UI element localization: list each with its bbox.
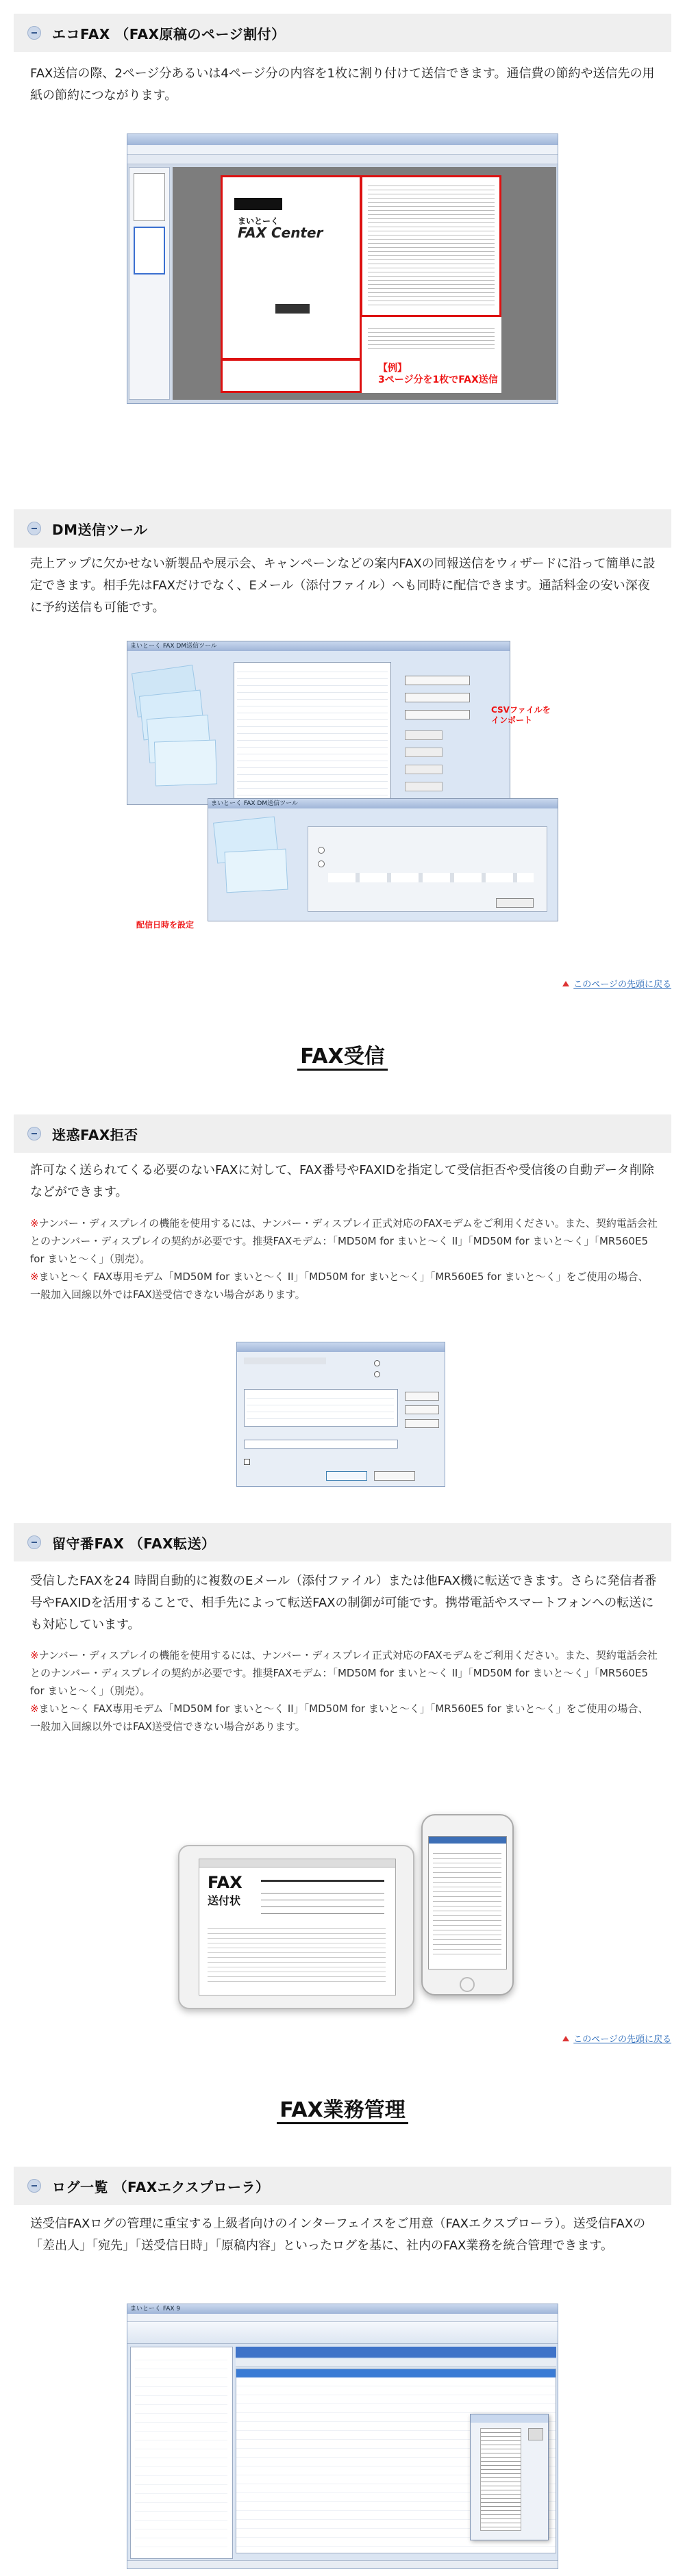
section-header-log [14,2167,671,2205]
notes-block [30,1646,658,1735]
section-title: 迷惑FAX拒否 [52,1126,138,1143]
heading-text: FAX受信 [297,1045,387,1071]
section-body: 送受信FAXログの管理に重宝する上級者向けのインターフェイスをご用意（FAXエクスプローラ）。送受信FAXの「差出人」「宛先」「送受信日時」「原稿内容」といったログを基に、社内のFAX業務を統合管理できます。 [30,2217,646,2253]
section-bullet-icon [27,26,41,40]
back-to-top-label: このページの先頭に戻る [573,980,671,990]
note-text: ナンバー・ディスプレイの機能を使用するには、ナンバー・ディスプレイ正式対応のFAXモデムをご利用ください。また、契約電話会社とのナンバー・ディスプレイの契約が必要です。推奨FAXモデム：「MD50M for まいと～く II」「MD50M for まいと～く」「MR560E5 for まいと～く」（別売）。 [30,1649,658,1697]
note-line: ※まいと～く FAX専用モデム「MD50M for まいと～く II」「MD50M for まいと～く」「MR560E5 for まいと～く」をご使用の場合、一般加入回線以外ではFAX送受信できない場合があります。 [30,1271,649,1301]
section-body: 売上アップに欠かせない新製品や展示会、キャンペーンなどの案内FAXの同報送信をウィザードに沿って簡単に設定できます。相手先はFAXだけでなく、Eメール（添付ファイル）へも同時に配信できます。通話料金の安い深夜に予約送信も可能です。 [30,557,656,615]
section-title: ログ一覧 （FAXエクスプローラ） [52,2178,270,2195]
section-bullet-icon [27,1127,41,1140]
section-title: エコFAX （FAX原稿のページ割付） [52,25,286,42]
heading-fax-receive [0,1039,685,1069]
section-bullet-icon [27,2179,41,2193]
window-title: まいとーく FAX 9 [127,2304,558,2314]
section-body: 受信したFAXを24 時間自動的に複数のEメール（添付ファイル）または他FAX機に転送できます。さらに発信者番号やFAXIDを活用することで、相手先によって転送FAXの制御が可能です。携帯電話やスマートフォンへの転送にも対応しています。 [30,1574,657,1632]
back-to-top-label: このページの先頭に戻る [573,2035,671,2045]
heading-text: FAX業務管理 [277,2098,408,2124]
section-header-reject [14,1114,671,1153]
note-line: ※まいと～く FAX専用モデム「MD50M for まいと～く II」「MD50M for まいと～く」「MR560E5 for まいと～く」をご使用の場合、一般加入回線以外ではFAX送受信できない場合があります。 [30,1703,649,1733]
note-line: ※ナンバー・ディスプレイの機能を使用するには、ナンバー・ディスプレイ正式対応のFAXモデムをご利用ください。また、契約電話会社とのナンバー・ディスプレイの契約が必要です。推奨FAXモデム：「MD50M for まいと～く II」「MD50M for まいと～く」「MR560E5 for まいと～く」（別売）。 [30,1649,658,1697]
tablet-fax-title: FAX [208,1873,242,1892]
section-title: 留守番FAX （FAX転送） [52,1535,216,1552]
window-title: まいとーく FAX DM送信ツール [127,641,510,651]
section-body: FAX送信の際、2ページ分あるいは4ページ分の内容を1枚に割り付けて送信できます。通信費の節約や送信先の用紙の節約につながります。 [30,66,655,103]
note-text: ナンバー・ディスプレイの機能を使用するには、ナンバー・ディスプレイ正式対応のFAXモデムをご利用ください。また、契約電話会社とのナンバー・ディスプレイの契約が必要です。推奨FAXモデム：「MD50M for まいと～く II」「MD50M for まいと～く」「MR560E5 for まいと～く」（別売）。 [30,1217,658,1265]
schedule-callout: 配信日時を設定 [136,920,195,930]
fax-explorer-screenshot [127,2304,558,2569]
forward-devices-image [178,1814,514,2009]
window-title: まいとーく FAX DM送信ツール [208,799,558,808]
csv-callout: CSVファイルを インポート [491,705,551,725]
reject-dialog-screenshot [236,1342,445,1487]
back-to-top-link[interactable] [562,2032,671,2045]
notes-block [30,1214,658,1303]
section-title: DM送信ツール [52,521,148,538]
dm-screenshot [127,641,558,928]
arrow-up-icon [562,2036,569,2041]
ecofax-callout-line1: 【例】 [378,363,407,374]
note-text: まいと～く FAX専用モデム「MD50M for まいと～く II」「MD50M for まいと～く」「MR560E5 for まいと～く」をご使用の場合、一般加入回線以外ではFAX送受信できない場合があります。 [30,1271,649,1301]
section-bullet-icon [27,1535,41,1549]
ecofax-callout-line2: 3ページ分を1枚でFAX送信 [378,374,498,385]
heading-fax-management [0,2093,685,2123]
section-header-dm [14,509,671,548]
arrow-up-icon [562,981,569,986]
section-body: 許可なく送られてくる必要のないFAXに対して、FAX番号やFAXIDを指定して受信拒否や受信後の自動データ削除などができます。 [30,1163,654,1199]
tablet-fax-subtitle: 送付状 [208,1894,241,1907]
note-text: まいと～く FAX専用モデム「MD50M for まいと～く II」「MD50M for まいと～く」「MR560E5 for まいと～く」をご使用の場合、一般加入回線以外ではFAX送受信できない場合があります。 [30,1703,649,1733]
fax-center-logo: FAX Center [238,225,323,241]
note-line: ※ナンバー・ディスプレイの機能を使用するには、ナンバー・ディスプレイ正式対応のFAXモデムをご利用ください。また、契約電話会社とのナンバー・ディスプレイの契約が必要です。推奨FAXモデム：「MD50M for まいと～く II」「MD50M for まいと～く」「MR560E5 for まいと～く」（別売）。 [30,1217,658,1265]
back-to-top-link[interactable] [562,977,671,990]
section-header-ecofax [14,14,671,52]
ecofax-screenshot: まいとーく FAX Center 【例】 3ページ分を1枚でFAX送信 [127,133,558,404]
section-bullet-icon [27,522,41,535]
section-header-forward [14,1523,671,1561]
